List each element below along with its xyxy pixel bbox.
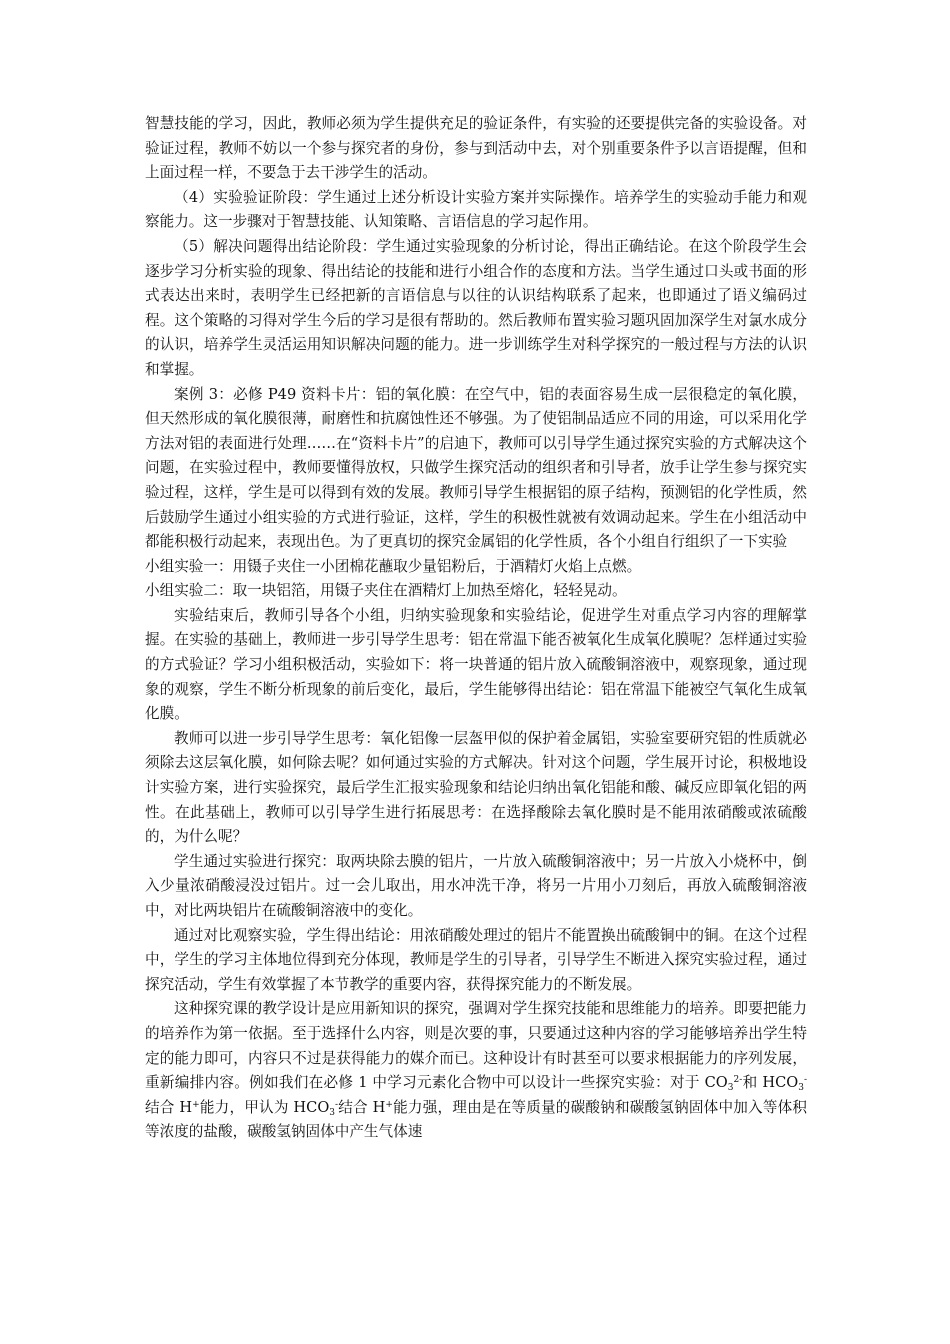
paragraph: （5）解决问题得出结论阶段：学生通过实验现象的分析讨论，得出正确结论。在这个阶段学生会逐步学习分析实验的现象、得出结论的技能和进行小组合作的态度和方法。当学生通过口头或书面的形式表达出来时，表明学生已经把新的言语信息与以往的认识结构联系了起来，也即通过了语义编码过程。这个策略的习得对学生今后的学习是很有帮助的。然后教师布置实验习题巩固加深学生对氯水成分的认识，培养学生灵活运用知识解决问题的能力。进一步训练学生对科学探究的一般过程与方法的认识和掌握。: [145, 237, 807, 378]
subscript: 3: [727, 1083, 734, 1094]
paragraph: 教师可以进一步引导学生思考：氧化铝像一层盔甲似的保护着金属铝，实验室要研究铝的性质就必须除去这层氧化膜，如何除去呢？如何通过实验的方式解决。针对这个问题，学生展开讨论，积极地设计实验方案，进行实验探究，最后学生汇报实验现象和结论归纳出氧化铝能和酸、碱反应即氧化铝的两性。在此基础上，教师可以引导学生进行拓展思考：在选择酸除去氧化膜时是不能用浓硝酸或浓硫酸的，为什么呢？: [145, 729, 807, 846]
text-run: 能力强，理由是在等质量的碳酸钠和碳酸氢钠固体中加入等体积等浓度的盐酸，碳酸氢钠固体中产生气体速: [145, 1098, 807, 1141]
document-body: [145, 112, 807, 1145]
superscript: +: [385, 1099, 393, 1110]
paragraph: 通过对比观察实验，学生得出结论：用浓硝酸处理过的铝片不能置换出硫酸铜中的铜。在这个过程中，学生的学习主体地位得到充分体现，教师是学生的引导者，引导学生不断进入探究实验过程，通过探究活动，学生有效掌握了本节教学的重要内容，获得探究能力的不断发展。: [145, 926, 807, 993]
paragraph: 小组实验二：取一块铝箔，用镊子夹住在酒精灯上加热至熔化，轻轻晃动。: [145, 582, 627, 600]
text-run: 这种探究课的教学设计是应用新知识的探究，强调对学生探究技能和思维能力的培养。即要把能力的培养作为第一依据。至于选择什么内容，则是次要的事，只要通过这种内容的学习能够培养出学生特定的能力即可，内容只不过是获得能力的媒介而已。这种设计有时甚至可以要求根据能力的序列发展，重新编排内容。例如我们在必修 1 中学习元素化合物中可以设计一些探究实验：对于 CO: [145, 1000, 807, 1092]
superscript: 2-: [733, 1075, 743, 1086]
superscript: -: [803, 1075, 808, 1086]
text-run: 结合 H: [338, 1098, 386, 1116]
subscript: 3: [798, 1083, 804, 1094]
paragraph: 案例 3：必修 P49 资料卡片：铝的氧化膜：在空气中，铝的表面容易生成一层很稳定的氧化膜，但天然形成的氧化膜很薄，耐磨性和抗腐蚀性还不够强。为了使铝制品适应不同的用途，可以采用化学方法对铝的表面进行处理……在“资料卡片”的启迪下，教师可以引导学生通过探究实验的方式解决这个问题，在实验过程中，教师要懂得放权，只做学生探究活动的组织者和引导者，放手让学生参与探究实验过程，这样，学生是可以得到有效的发展。教师引导学生根据铝的原子结构，预测铝的化学性质，然后鼓励学生通过小组实验的方式进行验证，这样，学生的积极性就被有效调动起来。学生在小组活动中都能积极行动起来，表现出色。为了更真切的探究金属铝的化学性质，各个小组自行组织了一下实验: [145, 385, 807, 551]
text-run: 结合 H: [145, 1098, 193, 1116]
text-run: 和 HCO: [742, 1074, 799, 1092]
paragraph-with-formulas: [145, 997, 807, 1145]
paragraph: 智慧技能的学习，因此，教师必须为学生提供充足的验证条件，有实验的还要提供完备的实验设备。对验证过程，教师不妨以一个参与探究者的身份，参与到活动中去，对个别重要条件予以言语提醒，但和上面过程一样，不要急于去干涉学生的活动。: [145, 115, 807, 182]
text-run: 能力，甲认为 HCO: [199, 1098, 330, 1116]
paragraph: （4）实验验证阶段：学生通过上述分析设计实验方案并实际操作。培养学生的实验动手能力和观察能力。这一步骤对于智慧技能、认知策略、言语信息的学习起作用。: [145, 188, 807, 231]
superscript: +: [192, 1099, 200, 1110]
paragraph: 实验结束后，教师引导各个小组，归纳实验现象和实验结论，促进学生对重点学习内容的理解掌握。在实验的基础上，教师进一步引导学生思考：铝在常温下能否被氧化生成氧化膜呢？怎样通过实验的方式验证？学习小组积极活动，实验如下：将一块普通的铝片放入硫酸铜溶液中，观察现象，通过现象的观察，学生不断分析现象的前后变化，最后，学生能够得出结论：铝在常温下能被空气氧化生成氧化膜。: [145, 606, 807, 723]
superscript: -: [335, 1099, 339, 1110]
paragraph: 学生通过实验进行探究：取两块除去膜的铝片，一片放入硫酸铜溶液中；另一片放入小烧杯中，倒入少量浓硝酸浸没过铝片。过一会儿取出，用水冲洗干净，将另一片用小刀刻后，再放入硫酸铜溶液中，对比两块铝片在硫酸铜溶液中的变化。: [145, 852, 807, 919]
subscript: 3: [329, 1107, 336, 1118]
paragraph: 小组实验一：用镊子夹住一小团棉花蘸取少量铝粉后，于酒精灯火焰上点燃。: [145, 557, 642, 575]
